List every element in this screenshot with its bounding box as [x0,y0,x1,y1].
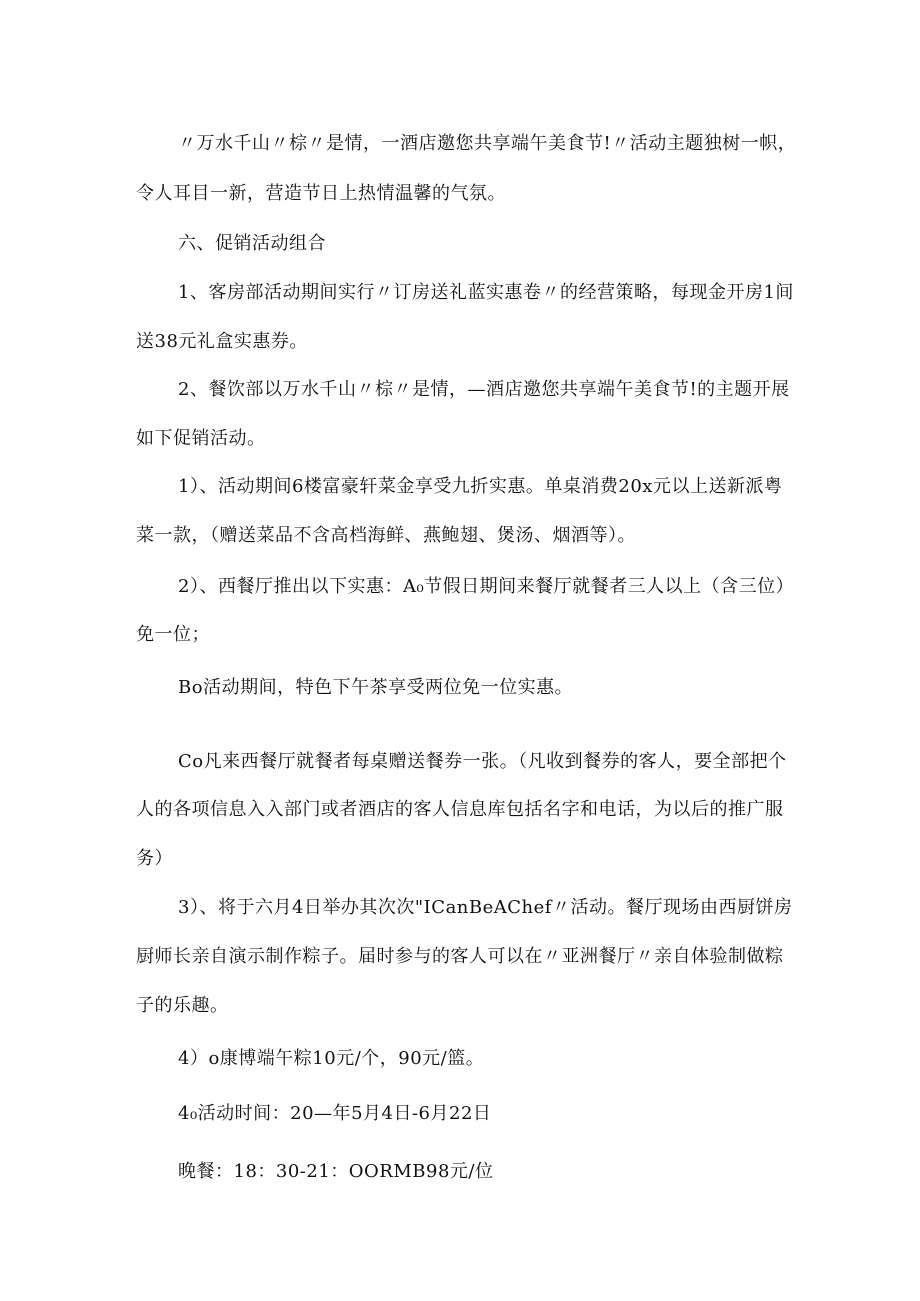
paragraph-line: 送38元礼盒实惠券。 [136,331,308,352]
paragraph-line: 4₀活动时间：20—年5月4日-6月22日 [178,1103,492,1124]
section-heading: 六、促销活动组合 [178,233,326,254]
paragraph-line: 人的各项信息入入部门或者酒店的客人信息库包括名字和电话，为以后的推广服 [136,799,784,820]
paragraph-line: 3）、将于六月4日举办其次次"ICanBeAChef〃活动。餐厅现场由西厨饼房 [178,897,793,918]
paragraph-line: 务） [136,848,173,869]
paragraph-line: 厨师长亲自演示制作粽子。届时参与的客人可以在〃亚洲餐厅〃亲自体验制做粽 [136,946,784,967]
paragraph-line: 1、客房部活动期间实行〃订房送礼蓝实惠卷〃的经营策略，每现金开房1间 [178,282,794,303]
paragraph-line: 菜一款，（赠送菜品不含高档海鲜、燕鲍翅、煲汤、烟酒等）。 [136,525,636,546]
paragraph-line: Co凡来西餐厅就餐者每桌赠送餐券一张。（凡收到餐券的客人，要全部把个 [178,751,787,772]
paragraph-line: 1）、活动期间6楼富豪轩菜金享受九折实惠。单桌消费20x元以上送新派粤 [178,476,783,497]
paragraph-line: 子的乐趣。 [136,995,229,1016]
paragraph-line: 令人耳目一新，营造节日上热情温馨的气氛。 [136,183,506,204]
paragraph-line: 晚餐：18：30-21：OORMB98元/位 [178,1161,494,1182]
paragraph-line: 2、餐饮部以万水千山〃棕〃是情，—酒店邀您共享端午美食节!的主题开展 [178,379,790,400]
paragraph-line: 2）、西餐厅推出以下实惠：A₀节假日期间来餐厅就餐者三人以上（含三位） [178,576,795,597]
paragraph-line: 4）o康博端午粽10元/个，90元/篮。 [178,1048,485,1069]
paragraph-line: Bo活动期间，特色下午茶享受两位免一位实惠。 [178,677,574,698]
paragraph-line: 免一位； [136,624,210,645]
paragraph-line: 〃万水千山〃棕〃是情，一酒店邀您共享端午美食节!〃活动主题独树一帜， [178,133,797,154]
paragraph-line: 如下促销活动。 [136,428,266,449]
